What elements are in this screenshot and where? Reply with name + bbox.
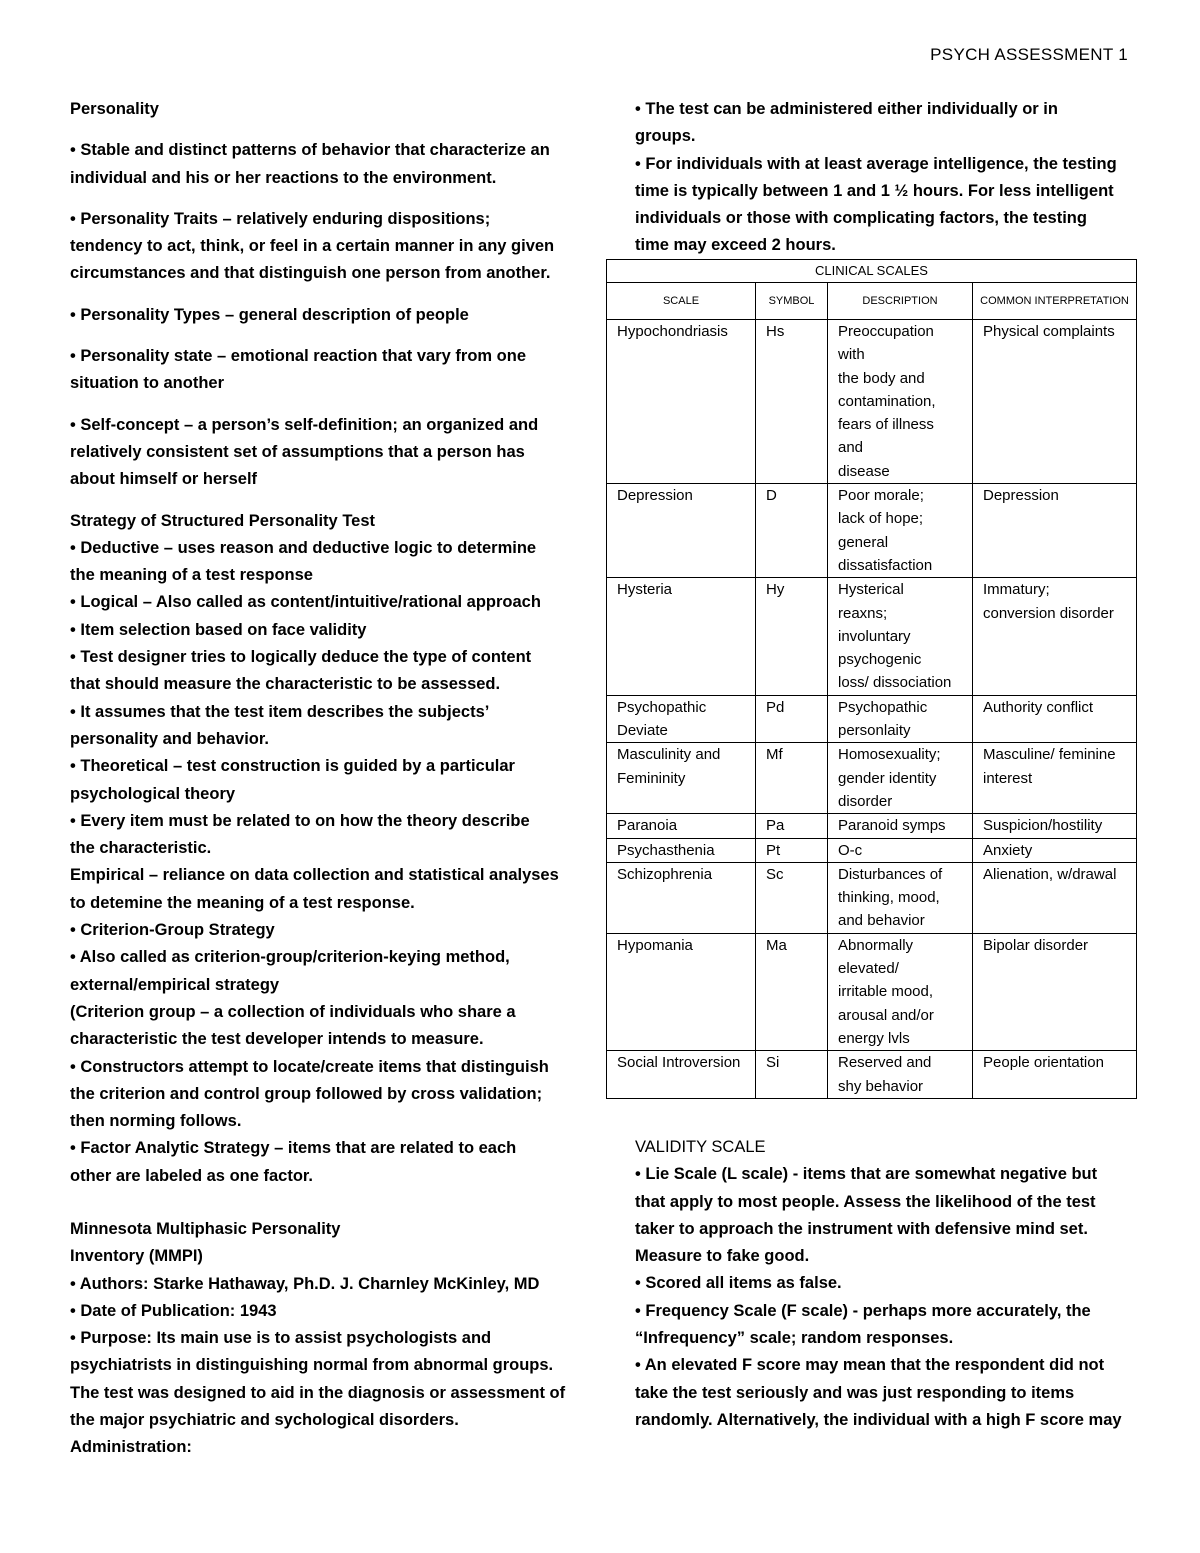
right-column-bottom	[635, 1134, 1140, 1434]
text-line: The test was designed to aid in the diagnosis or assessment of	[70, 1383, 566, 1402]
clinical-scales-table	[606, 259, 1137, 1099]
description-line: elevated/	[838, 960, 899, 978]
description-line: Poor morale;	[838, 487, 924, 505]
description-line: O-c	[838, 841, 863, 859]
symbol-cell: Si	[756, 1051, 828, 1099]
text-line: • Lie Scale (L scale) - items that are somewhat negative but	[635, 1165, 1098, 1184]
text-line: psychological theory	[70, 784, 236, 803]
interpretation-cell: Bipolar disorder	[973, 933, 1137, 1050]
interpretation-cell: Masculine/ feminine interest	[973, 743, 1137, 814]
text-line: • The test can be administered either individually or in	[635, 100, 1058, 118]
text-line: personality and behavior.	[70, 729, 269, 748]
description-line: irritable mood,	[838, 983, 934, 1001]
text-line: • Personality Traits – relatively enduring dispositions;	[70, 209, 491, 228]
text-line: • Self-concept – a person’s self-definition; an organized and	[70, 415, 539, 434]
table-row	[607, 838, 1137, 862]
table-row	[607, 578, 1137, 695]
text-line: the characteristic.	[70, 839, 212, 858]
description-line: Hysterical	[838, 581, 904, 599]
text-line: Measure to fake good.	[635, 1247, 810, 1266]
text-line: • Constructors attempt to locate/create items that distinguish	[70, 1057, 549, 1076]
scale-cell: Social Introversion	[607, 1051, 756, 1099]
text-line: characteristic the test developer intends to measure.	[70, 1030, 484, 1049]
paragraph-gap	[70, 398, 570, 412]
text-line: • Logical – Also called as content/intuitive/rational approach	[70, 593, 541, 612]
scale-cell: Schizophrenia	[607, 862, 756, 933]
text-line: individual and his or her reactions to the environment.	[70, 168, 497, 187]
scale-cell: Psychasthenia	[607, 838, 756, 862]
table-row	[607, 743, 1137, 814]
text-line: • Personality state – emotional reaction that vary from one	[70, 347, 526, 366]
text-line: • Also called as criterion-group/criterion-keying method,	[70, 948, 510, 967]
description-line: Preoccupation	[838, 323, 934, 340]
description-line: energy lvls	[838, 1029, 910, 1047]
table-row	[607, 1051, 1137, 1099]
text-line: VALIDITY SCALE	[635, 1138, 766, 1156]
text-line: taker to approach the instrument with defensive mind set.	[635, 1219, 1088, 1238]
description-line: psychogenic	[838, 651, 922, 669]
description-line: thinking, mood,	[838, 889, 940, 907]
text-line: time is typically between 1 and 1 ½ hours. For less intelligent	[635, 181, 1114, 200]
description-line: and behavior	[838, 912, 925, 930]
text-line: • Test designer tries to logically deduce the type of content	[70, 648, 532, 667]
text-line: psychiatrists in distinguishing normal from abnormal groups.	[70, 1356, 554, 1375]
description-line: contamination,	[838, 392, 936, 410]
text-line: situation to another	[70, 374, 224, 393]
paragraph-gap	[70, 288, 570, 302]
table-title: CLINICAL SCALES	[607, 260, 1137, 283]
text-line: • Criterion-Group Strategy	[70, 921, 275, 940]
scale-cell: Hypomania	[607, 933, 756, 1050]
symbol-cell: Pd	[756, 695, 828, 743]
text-line: • Item selection based on face validity	[70, 620, 367, 639]
interpretation-cell: Immatury; conversion disorder	[973, 578, 1137, 695]
text-line: the major psychiatric and sychological disorders.	[70, 1411, 459, 1430]
text-line: circumstances and that distinguish one person from another.	[70, 264, 551, 283]
scale-cell: Masculinity and Femininity	[607, 743, 756, 814]
text-line: time may exceed 2 hours.	[635, 236, 836, 255]
text-line: Personality	[70, 100, 159, 118]
description-line: Abnormally	[838, 936, 914, 954]
description-cell	[828, 695, 973, 743]
text-line: other are labeled as one factor.	[70, 1166, 314, 1185]
description-line: general	[838, 533, 889, 551]
symbol-cell: Hs	[756, 320, 828, 484]
text-line: • Every item must be related to on how the theory describe	[70, 811, 530, 830]
description-line: arousal and/or	[838, 1006, 934, 1024]
column-header-symbol: SYMBOL	[756, 283, 828, 320]
text-line: Empirical – reliance on data collection and statistical analyses	[70, 866, 559, 885]
text-line: • Scored all items as false.	[635, 1274, 842, 1293]
description-line: Paranoid symps	[838, 817, 946, 835]
text-line: • Purpose: Its main use is to assist psychologists and	[70, 1329, 492, 1348]
description-line: with	[838, 346, 865, 364]
text-line: external/empirical strategy	[70, 975, 280, 994]
symbol-cell: Ma	[756, 933, 828, 1050]
scale-cell: Paranoia	[607, 814, 756, 838]
description-line: dissatisfaction	[838, 556, 933, 574]
description-line: loss/ dissociation	[838, 674, 952, 692]
description-cell	[828, 484, 973, 578]
column-header-scale: SCALE	[607, 283, 756, 320]
text-line: tendency to act, think, or feel in a certain manner in any given	[70, 237, 555, 256]
text-line: the meaning of a test response	[70, 566, 313, 585]
text-line: (Criterion group – a collection of individuals who share a	[70, 1002, 516, 1021]
paragraph-gap	[70, 494, 570, 508]
symbol-cell: Sc	[756, 862, 828, 933]
description-line: fears of illness	[838, 416, 934, 434]
description-line: Reserved and	[838, 1054, 932, 1072]
paragraph-gap	[70, 123, 570, 137]
description-cell	[828, 743, 973, 814]
table-row	[607, 320, 1137, 484]
description-line: lack of hope;	[838, 510, 924, 528]
text-line: individuals or those with complicating factors, the testing	[635, 209, 1087, 228]
description-cell	[828, 578, 973, 695]
text-line: to detemine the meaning of a test response.	[70, 893, 415, 912]
interpretation-cell: Alienation, w/drawal	[973, 862, 1137, 933]
text-line: Inventory (MMPI)	[70, 1247, 203, 1266]
scale-cell: Hysteria	[607, 578, 756, 695]
scale-cell: Psychopathic Deviate	[607, 695, 756, 743]
text-line: • Theoretical – test construction is guided by a particular	[70, 757, 515, 776]
table-row	[607, 484, 1137, 578]
right-column-top	[635, 96, 1140, 260]
description-cell	[828, 814, 973, 838]
paragraph-gap	[70, 192, 570, 206]
description-line: personlaity	[838, 722, 911, 740]
table-row	[607, 695, 1137, 743]
description-line: gender identity	[838, 769, 937, 787]
description-cell	[828, 862, 973, 933]
interpretation-cell: Physical complaints	[973, 320, 1137, 484]
interpretation-cell: Suspicion/hostility	[973, 814, 1137, 838]
description-line: the body and	[838, 369, 925, 387]
interpretation-cell: Depression	[973, 484, 1137, 578]
text-line: that should measure the characteristic to be assessed.	[70, 675, 501, 694]
description-cell	[828, 933, 973, 1050]
left-column	[70, 96, 570, 1462]
text-line: Minnesota Multiphasic Personality	[70, 1219, 341, 1238]
symbol-cell: D	[756, 484, 828, 578]
table-row	[607, 814, 1137, 838]
description-line: and	[838, 439, 864, 457]
description-cell	[828, 1051, 973, 1099]
symbol-cell: Mf	[756, 743, 828, 814]
description-line: Psychopathic	[838, 698, 928, 716]
text-line: • Authors: Starke Hathaway, Ph.D. J. Charnley McKinley, MD	[70, 1274, 540, 1293]
text-line: • Personality Types – general description of people	[70, 305, 469, 324]
text-line: relatively consistent set of assumptions that a person has	[70, 442, 525, 461]
table-row	[607, 933, 1137, 1050]
column-header-description: DESCRIPTION	[828, 283, 973, 320]
text-line: about himself or herself	[70, 470, 258, 489]
description-line: involuntary	[838, 627, 911, 645]
scale-cell: Depression	[607, 484, 756, 578]
description-line: disease	[838, 462, 890, 480]
table-row	[607, 862, 1137, 933]
scale-cell: Hypochondriasis	[607, 320, 756, 484]
text-line: • It assumes that the test item describes the subjects’	[70, 702, 490, 721]
text-line: “Infrequency” scale; random responses.	[635, 1329, 954, 1348]
description-line: reaxns;	[838, 604, 888, 622]
paragraph-gap	[70, 329, 570, 343]
text-line: then norming follows.	[70, 1112, 242, 1131]
symbol-cell: Pa	[756, 814, 828, 838]
column-header-interpretation: COMMON INTERPRETATION	[973, 283, 1137, 320]
text-line: • Stable and distinct patterns of behavior that characterize an	[70, 141, 550, 160]
text-line: the criterion and control group followed by cross validation;	[70, 1084, 543, 1103]
text-line: that apply to most people. Assess the likelihood of the test	[635, 1192, 1096, 1211]
text-line: • An elevated F score may mean that the respondent did not	[635, 1356, 1105, 1375]
description-line: Disturbances of	[838, 865, 943, 883]
text-line: • Frequency Scale (F scale) - perhaps more accurately, the	[635, 1301, 1091, 1320]
text-line: • For individuals with at least average intelligence, the testing	[635, 154, 1117, 173]
description-cell	[828, 838, 973, 862]
text-line: • Factor Analytic Strategy – items that are related to each	[70, 1139, 517, 1158]
interpretation-cell: People orientation	[973, 1051, 1137, 1099]
text-line: groups.	[635, 127, 696, 146]
text-line: Administration:	[70, 1438, 192, 1457]
interpretation-cell: Authority conflict	[973, 695, 1137, 743]
text-line: Strategy of Structured Personality Test	[70, 511, 376, 530]
interpretation-cell: Anxiety	[973, 838, 1137, 862]
text-line: • Date of Publication: 1943	[70, 1301, 277, 1320]
description-line: shy behavior	[838, 1077, 924, 1095]
text-line: • Deductive – uses reason and deductive logic to determine	[70, 538, 537, 557]
symbol-cell: Hy	[756, 578, 828, 695]
symbol-cell: Pt	[756, 838, 828, 862]
paragraph-gap	[70, 1190, 570, 1216]
text-line: randomly. Alternatively, the individual with a high F score may	[635, 1410, 1122, 1429]
description-cell	[828, 320, 973, 484]
description-line: Homosexuality;	[838, 746, 941, 764]
text-line: take the test seriously and was just responding to items	[635, 1383, 1075, 1402]
page-header: PSYCH ASSESSMENT 1	[930, 45, 1128, 64]
description-line: disorder	[838, 792, 893, 810]
